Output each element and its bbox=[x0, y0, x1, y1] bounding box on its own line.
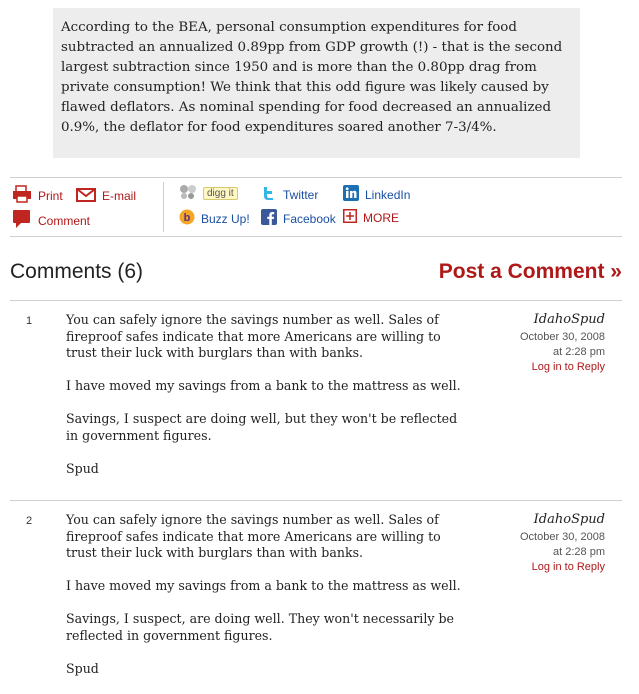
comments-divider-2 bbox=[10, 500, 622, 501]
comments-divider-1 bbox=[10, 300, 622, 301]
comment-number: 1 bbox=[26, 315, 33, 327]
digg-button[interactable] bbox=[179, 184, 238, 203]
comment-paragraph: Spud bbox=[66, 660, 99, 676]
comment-paragraph: Savings, I suspect, are doing well. They won't necessarily be reflected in government figures. bbox=[66, 611, 454, 643]
twitter-label: Twitter bbox=[283, 187, 319, 202]
share-top-divider bbox=[10, 177, 622, 178]
print-label: Print bbox=[38, 188, 63, 203]
facebook-icon bbox=[261, 209, 277, 228]
facebook-button[interactable] bbox=[261, 209, 336, 228]
comment-author[interactable]: IdahoSpud bbox=[533, 312, 605, 327]
print-icon bbox=[12, 185, 32, 206]
buzz-label: Buzz Up! bbox=[201, 211, 250, 226]
comment-body bbox=[66, 312, 466, 494]
comment-time: at 2:28 pm bbox=[553, 546, 605, 558]
share-bottom-divider bbox=[10, 236, 622, 237]
linkedin-button[interactable] bbox=[343, 185, 410, 204]
share-bar bbox=[10, 179, 622, 235]
comments-title: Comments (6) bbox=[10, 260, 144, 283]
article-quote bbox=[53, 8, 580, 158]
comment-meta bbox=[465, 512, 605, 575]
svg-text:b: b bbox=[183, 212, 191, 224]
comment-paragraph: You can safely ignore the savings number as well. Sales of fireproof safes indicate that more Americans are willing to trust their luck with burglars than with banks. bbox=[66, 312, 441, 360]
email-label: E-mail bbox=[102, 188, 137, 203]
buzz-icon bbox=[179, 209, 195, 228]
digg-label: digg it bbox=[203, 187, 238, 200]
plus-icon bbox=[343, 209, 357, 226]
comment-date: October 30, 2008 bbox=[519, 331, 605, 343]
comment-paragraph: I have moved my savings from a bank to the mattress as well. bbox=[66, 578, 461, 593]
share-vertical-divider bbox=[163, 182, 164, 232]
more-button[interactable] bbox=[343, 209, 399, 226]
post-comment-link[interactable]: Post a Comment » bbox=[438, 260, 622, 283]
print-button[interactable] bbox=[12, 185, 63, 206]
email-button[interactable] bbox=[76, 185, 136, 206]
more-label: MORE bbox=[363, 210, 399, 225]
comment-meta bbox=[465, 312, 605, 375]
login-to-reply-link[interactable]: Log in to Reply bbox=[531, 361, 605, 373]
facebook-label: Facebook bbox=[283, 211, 336, 226]
comment-paragraph: You can safely ignore the savings number as well. Sales of fireproof safes indicate that more Americans are willing to trust their luck with burglars than with banks. bbox=[66, 512, 441, 560]
comment-paragraph: I have moved my savings from a bank to the mattress as well. bbox=[66, 378, 461, 393]
email-icon bbox=[76, 185, 96, 206]
comment-button[interactable] bbox=[12, 209, 90, 232]
twitter-button[interactable] bbox=[261, 185, 318, 204]
login-to-reply-link[interactable]: Log in to Reply bbox=[531, 561, 605, 573]
linkedin-label: LinkedIn bbox=[365, 187, 411, 202]
comment-number: 2 bbox=[26, 515, 33, 527]
twitter-icon bbox=[261, 185, 277, 204]
linkedin-icon bbox=[343, 185, 359, 204]
comment-author[interactable]: IdahoSpud bbox=[533, 512, 605, 527]
comment-date: October 30, 2008 bbox=[519, 531, 605, 543]
buzz-button[interactable] bbox=[179, 209, 250, 228]
comment-paragraph: Savings, I suspect are doing well, but they won't be reflected in government figures. bbox=[66, 411, 458, 443]
comment-label: Comment bbox=[38, 213, 91, 228]
comment-time: at 2:28 pm bbox=[553, 346, 605, 358]
comment-paragraph: Spud bbox=[66, 460, 99, 476]
quote-text: According to the BEA, personal consumption expenditures for food subtracted an annualized 0.89pp from GDP growth (!) - that is the second largest subtraction since 1950 and is more than the 0.80pp drag from private consumption! We think that this odd figure was likely caused by flawed deflators. As nominal spending for food decreased an annualized 0.9%, the deflator for food expenditures soared another 7-3/4%. bbox=[61, 20, 563, 135]
comment-icon bbox=[12, 209, 32, 232]
comment-body bbox=[66, 512, 466, 694]
digg-icon bbox=[179, 184, 197, 203]
comments-header bbox=[10, 258, 622, 288]
